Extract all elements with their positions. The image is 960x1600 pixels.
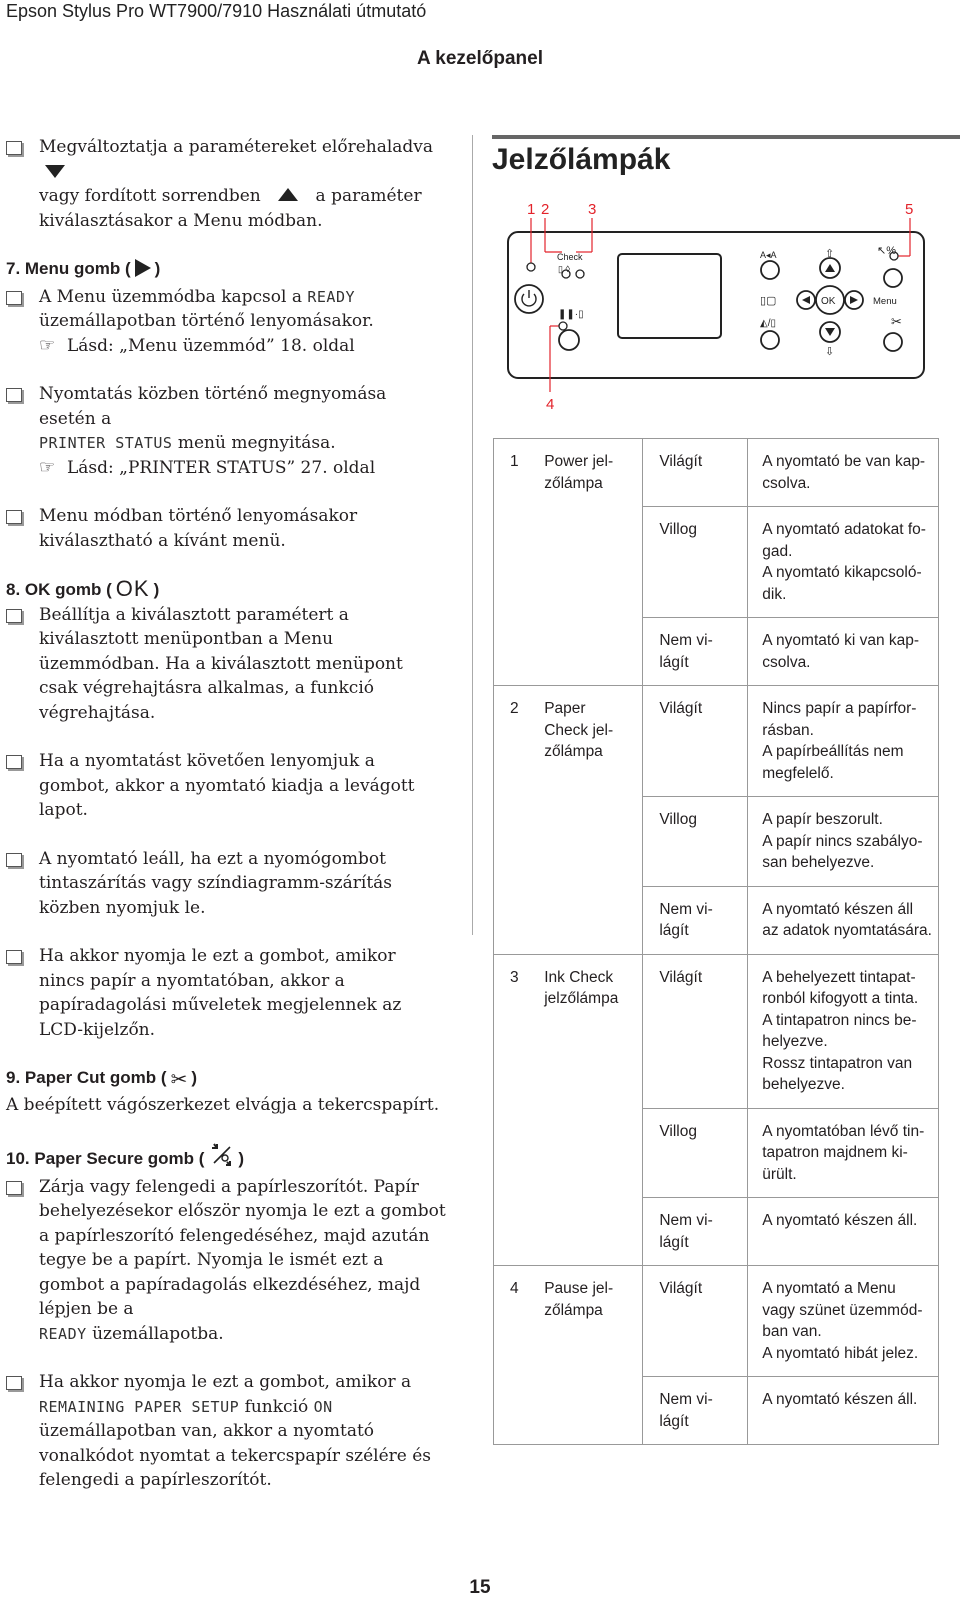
table-cell-state	[643, 507, 748, 618]
bullet-box-icon	[6, 388, 22, 402]
lcd-text: READY	[307, 287, 356, 306]
cell-line: Pause jel-	[544, 1280, 614, 1297]
cell-line: behelyezve.	[762, 1076, 845, 1093]
cell-line: Világít	[659, 968, 703, 986]
power-lamp	[527, 263, 535, 271]
cell-line: A behelyezett tintapat-	[762, 968, 916, 986]
cell-line: Ink Check	[544, 968, 614, 986]
cell-line: Világít	[659, 700, 703, 717]
cell-line: A nyomtató hibát jelez.	[762, 1344, 919, 1362]
table-cell-desc	[748, 886, 939, 954]
cell-line: jelzőlámpa	[544, 990, 619, 1007]
callout-1: 1	[527, 201, 536, 218]
cell-line: csolva.	[762, 653, 811, 671]
column-divider	[472, 135, 473, 935]
callout-3: 3	[588, 201, 597, 218]
table-row	[494, 618, 939, 686]
cell-line: helyezve.	[762, 1033, 828, 1050]
table-cell-desc	[748, 618, 939, 686]
cell-line: az adatok nyomtatására.	[762, 922, 932, 939]
left-column	[6, 135, 446, 1493]
paper-cut-description: A beépített vágószerkezet elvágja a tekercspapírt.	[6, 1094, 440, 1115]
table-cell-desc	[748, 439, 939, 507]
table-row	[494, 954, 939, 1108]
cell-line: Nincs papír a papírfor-	[762, 700, 917, 717]
cell-line: csolva.	[762, 474, 811, 492]
table-cell-num	[494, 1377, 543, 1445]
table-cell-desc	[748, 686, 939, 797]
triangle-up-icon	[278, 188, 298, 202]
power-button	[515, 285, 543, 313]
paper-secure-icon	[208, 1141, 234, 1175]
table-cell-state	[643, 1108, 748, 1198]
lcd-text: ON	[313, 1397, 333, 1416]
cell-line: A nyomtatóban lévő tin-	[762, 1122, 925, 1140]
table-cell-desc	[748, 797, 939, 887]
scissors-icon: ✂	[891, 314, 902, 329]
cell-line: san behelyezve.	[762, 854, 875, 871]
callout-4: 4	[546, 396, 555, 413]
table-cell-name	[542, 686, 643, 797]
list-item: Zárja vagy felengedi a papírleszorítót. Papír behelyezésekor először nyomja le ezt a gombot a papírleszorító felengedéséhez, majd azután tegye be a papírt. Nyomja le ismét ezt a gombot a papíradagolás elkezdéséhez, majd lépjen be a READY üzemállapotba.	[6, 1175, 446, 1347]
table-cell-name	[542, 439, 643, 507]
bullet-box-icon	[6, 291, 22, 305]
cell-line: 2	[510, 700, 519, 717]
bullet-box-icon	[6, 609, 22, 623]
table-cell-desc	[748, 1198, 939, 1266]
lamp-table	[493, 438, 939, 1445]
cell-line: Nem vi-	[659, 1391, 713, 1408]
table-cell-name	[542, 1266, 643, 1377]
cell-line: Világít	[659, 453, 703, 470]
cell-line: Nem vi-	[659, 1212, 713, 1229]
cell-line: A papír nincs szabályo-	[762, 832, 923, 850]
cell-line: A nyomtató a Menu	[762, 1280, 896, 1297]
table-row	[494, 886, 939, 954]
reference-hand-icon: ☞	[39, 334, 56, 356]
cell-line: Nem vi-	[659, 900, 713, 918]
bullet-box-icon	[6, 1376, 22, 1390]
bullet-box-icon	[6, 853, 22, 867]
table-cell-desc	[748, 507, 939, 618]
table-cell-state	[643, 618, 748, 686]
table-row	[494, 1108, 939, 1198]
lamps-heading: Jelzőlámpák	[492, 143, 671, 176]
heading-rule	[492, 135, 960, 139]
table-cell-state	[643, 439, 748, 507]
list-item: A Menu üzemmódba kapcsol a READY üzemállapotban történő lenyomásakor. ☞ Lásd: „Menu üzemmód” 18. oldal	[6, 285, 446, 359]
section-heading-paper-cut: 9. Paper Cut gomb ( ✂ )	[6, 1068, 198, 1091]
lcd-text: REMAINING PAPER SETUP	[39, 1397, 240, 1416]
table-cell-num	[494, 886, 543, 954]
media-type-button	[761, 261, 779, 279]
page-reference: Lásd: „Menu üzemmód” 18. oldal	[67, 335, 355, 356]
table-cell-num	[494, 439, 543, 507]
cell-line: lágít	[659, 1412, 689, 1430]
table-row	[494, 507, 939, 618]
table-cell-name	[542, 618, 643, 686]
table-cell-state	[643, 1266, 748, 1377]
table-cell-name	[542, 1108, 643, 1198]
document-title: Epson Stylus Pro WT7900/7910 Használati útmutató	[6, 1, 427, 21]
intro-text: Megváltoztatja a paramétereket előrehaladva	[39, 137, 434, 157]
cell-line: Check jel-	[544, 721, 614, 739]
table-cell-desc	[748, 954, 939, 1108]
table-cell-num	[494, 954, 543, 1108]
check-label: Check	[557, 252, 583, 262]
cell-line: Villog	[659, 521, 697, 538]
cell-line: 3	[510, 968, 519, 986]
table-cell-state	[643, 797, 748, 887]
table-row	[494, 1377, 939, 1445]
table-row	[494, 1198, 939, 1266]
ok-icon: OK	[115, 576, 150, 601]
triangle-right-icon	[135, 259, 151, 277]
section-heading-paper-secure: 10. Paper Secure gomb ( )	[6, 1141, 446, 1175]
list-item: Menu módban történő lenyomásakor kiválasztható a kívánt menü.	[6, 504, 446, 553]
table-cell-state	[643, 954, 748, 1108]
cell-line: Power jel-	[544, 453, 614, 470]
paper-drop-icons: ▯ ◊	[558, 264, 570, 274]
bullet-box-icon	[6, 755, 22, 769]
table-cell-name	[542, 1198, 643, 1266]
cell-line: dik.	[762, 585, 787, 603]
cell-line: zőlámpa	[544, 474, 603, 492]
cell-line: Világít	[659, 1280, 703, 1297]
pause-button	[559, 330, 579, 350]
table-cell-num	[494, 686, 543, 797]
lcd-text: READY	[39, 1324, 87, 1343]
table-cell-name	[542, 797, 643, 887]
table-cell-num	[494, 507, 543, 618]
cell-line: zőlámpa	[544, 743, 603, 760]
menu-label: Menu	[873, 296, 897, 307]
pause-lamp	[559, 322, 567, 330]
cell-line: Nem vi-	[659, 632, 713, 649]
cell-line: A papírbeállítás nem	[762, 743, 904, 760]
cell-line: tapatron majdnem ki-	[762, 1144, 908, 1161]
table-cell-num	[494, 1108, 543, 1198]
cell-line: Villog	[659, 1122, 697, 1140]
cell-line: A papír beszorult.	[762, 811, 883, 828]
table-cell-state	[643, 1377, 748, 1445]
reference-hand-icon: ☞	[39, 456, 56, 478]
maintenance-icon: ◭/▯	[760, 318, 776, 329]
maintenance-button	[761, 331, 779, 349]
bullet-box-icon	[6, 141, 22, 155]
cell-line: A nyomtató be van kap-	[762, 453, 926, 470]
cell-line: Rossz tintapatron van	[762, 1054, 913, 1072]
cell-line: A nyomtató készen áll.	[762, 1391, 918, 1408]
intro-text: kiválasztásakor a Menu módban.	[39, 210, 323, 231]
table-cell-desc	[748, 1377, 939, 1445]
table-cell-num	[494, 797, 543, 887]
table-cell-name	[542, 507, 643, 618]
cell-line: A nyomtató ki van kap-	[762, 632, 920, 649]
control-panel-diagram	[492, 192, 932, 417]
table-cell-name	[542, 954, 643, 1108]
ok-label: OK	[821, 296, 836, 307]
list-item: Nyomtatás közben történő megnyomása esetén a PRINTER STATUS menü megnyitása. ☞ Lásd: „PRINTER STATUS” 27. oldal	[6, 382, 446, 480]
table-cell-name	[542, 1377, 643, 1445]
ink-check-lamp	[576, 270, 584, 278]
cell-line: Villog	[659, 811, 697, 828]
lcd-text: PRINTER STATUS	[39, 434, 173, 452]
bullet-box-icon	[6, 510, 22, 524]
list-item: Ha a nyomtatást követően lenyomjuk a gombot, akkor a nyomtató kiadja a levágott lapot.	[6, 749, 446, 823]
table-cell-desc	[748, 1108, 939, 1198]
cell-line: A nyomtató készen áll	[762, 900, 914, 918]
paper-secure-button	[884, 269, 902, 287]
feed-down-icon: ⇩	[825, 346, 835, 358]
pause-delete-icons: ❚❚·▯	[558, 309, 584, 320]
table-cell-name	[542, 886, 643, 954]
table-cell-state	[643, 686, 748, 797]
list-item: Beállítja a kiválasztott paramétert a kiválasztott menüpontban a Menu üzemmódban. Ha a kiválasztott menüpont csak végrehajtásra alkalmas, a funkció végrehajtása.	[6, 603, 446, 726]
list-item: Ha akkor nyomja le ezt a gombot, amikor a REMAINING PAPER SETUP funkció ON üzemállapotban van, akkor a nyomtató vonalkódot nyomtat a tekercspapír szélére és felengedi a papírleszorítót.	[6, 1370, 446, 1493]
triangle-down-icon	[45, 165, 65, 179]
page-number: 15	[469, 1577, 491, 1598]
cell-line: lágít	[659, 653, 689, 671]
table-cell-num	[494, 1266, 543, 1377]
list-item	[6, 135, 446, 233]
paper-source-icon: ▯▢	[760, 295, 777, 307]
table-cell-desc	[748, 1266, 939, 1377]
list-item: A nyomtató leáll, ha ezt a nyomógombot tintaszárítás vagy színdiagramm-szárítás közben nyomjuk le.	[6, 847, 446, 921]
list-item: Ha akkor nyomja le ezt a gombot, amikor nincs papír a nyomtatóban, akkor a papíradagolási műveletek megjelennek az LCD-kijelzőn.	[6, 944, 446, 1042]
cell-line: megfelelő.	[762, 764, 834, 782]
intro-text: a paraméter	[315, 186, 422, 206]
bullet-box-icon	[6, 1181, 22, 1195]
callout-5: 5	[905, 201, 914, 218]
table-cell-state	[643, 1198, 748, 1266]
cell-line: gad.	[762, 542, 793, 560]
section-heading-ok-button: 8. OK gomb ( OK )	[6, 576, 160, 601]
cell-line: Paper	[544, 700, 586, 717]
cell-line: lágít	[659, 1233, 689, 1251]
feed-up-icon: ⇧	[825, 248, 835, 260]
table-cell-num	[494, 618, 543, 686]
cell-line: ban van.	[762, 1323, 822, 1340]
callout-2: 2	[541, 201, 550, 218]
table-row	[494, 686, 939, 797]
section-heading-menu-button: 7. Menu gomb ( )	[6, 259, 161, 278]
paper-cut-button	[884, 333, 902, 351]
cell-line: ürült.	[762, 1165, 797, 1183]
cell-line: ronból kifogyott a tinta.	[762, 990, 919, 1007]
cell-line: 1	[510, 453, 519, 470]
cell-line: A nyomtató készen áll.	[762, 1212, 918, 1229]
bullet-box-icon	[6, 950, 22, 964]
cell-line: A nyomtató kikapcsoló-	[762, 564, 922, 581]
table-row	[494, 797, 939, 887]
table-cell-num	[494, 1198, 543, 1266]
scissors-icon: ✂	[170, 1069, 188, 1091]
cell-line: A nyomtató adatokat fo-	[762, 521, 926, 538]
section-title: A kezelőpanel	[416, 48, 543, 69]
aa-label: A◂A	[760, 250, 777, 260]
intro-text: vagy fordított sorrendben	[39, 186, 261, 206]
table-cell-state	[643, 886, 748, 954]
cell-line: zőlámpa	[544, 1301, 603, 1319]
cell-line: 4	[510, 1280, 519, 1297]
cell-line: lágít	[659, 922, 689, 939]
cell-line: A tintapatron nincs be-	[762, 1011, 917, 1029]
table-row	[494, 1266, 939, 1377]
lcd-screen	[618, 254, 721, 338]
table-row	[494, 439, 939, 507]
cell-line: vagy szünet üzemmód-	[762, 1301, 923, 1319]
paper-secure-icon: ↖%	[877, 245, 896, 257]
page-reference: Lásd: „PRINTER STATUS” 27. oldal	[67, 457, 376, 478]
cell-line: rásban.	[762, 721, 814, 739]
